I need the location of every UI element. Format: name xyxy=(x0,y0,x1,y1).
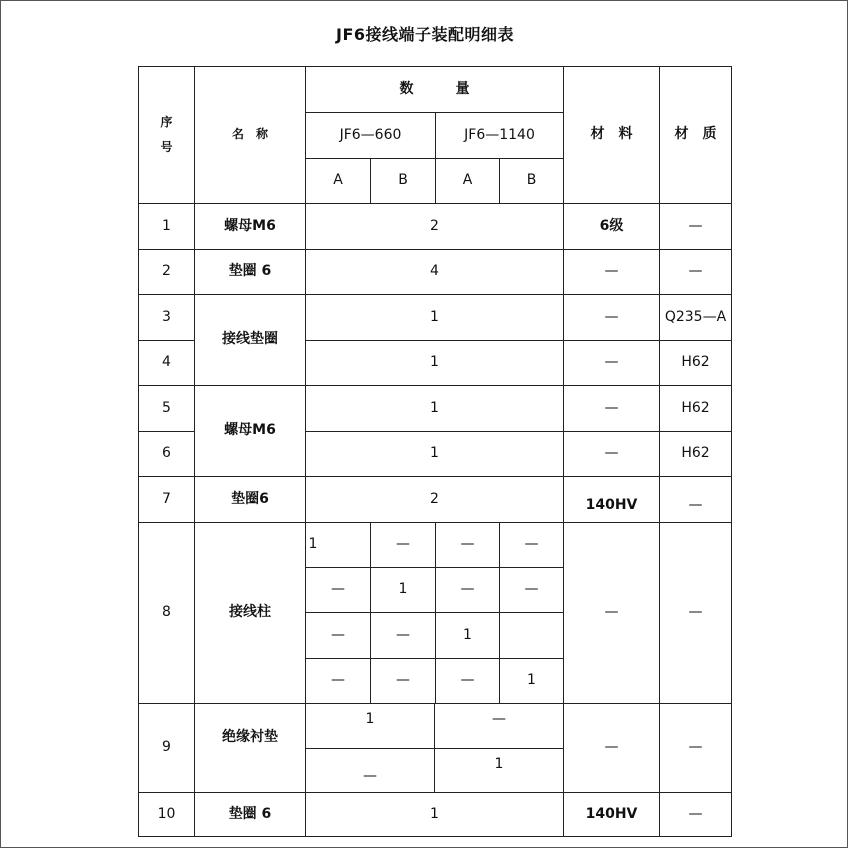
row-quality: — xyxy=(660,477,732,523)
row-qty: 1 xyxy=(306,341,564,386)
row-no: 10 xyxy=(139,793,195,837)
row-quality: — xyxy=(660,204,732,250)
row-no: 7 xyxy=(139,477,195,523)
row-qty: 2 xyxy=(306,204,564,250)
r9-660-top: 1 xyxy=(306,704,435,748)
grid-cell: — xyxy=(436,568,500,613)
table-row xyxy=(139,250,732,295)
row-quality: — xyxy=(660,523,732,704)
grid-cell: — xyxy=(500,523,564,568)
row-no: 3 xyxy=(139,295,195,341)
row-quality: H62 xyxy=(660,432,732,477)
row-no: 8 xyxy=(139,523,195,704)
table-row xyxy=(139,477,732,523)
grid-cell xyxy=(500,613,564,659)
row-material: 6级 xyxy=(564,204,660,250)
row-no: 1 xyxy=(139,204,195,250)
page-title: JF6接线端子装配明细表 xyxy=(335,25,515,44)
header-1140-a: A xyxy=(436,159,500,204)
row-no: 5 xyxy=(139,386,195,432)
row-material: — xyxy=(564,704,660,793)
r9-1140-top: — xyxy=(435,704,564,748)
row-material: 140HV xyxy=(564,793,660,837)
row-name: 接线柱 xyxy=(195,523,306,704)
header-name: 名 称 xyxy=(195,67,306,204)
grid-cell: — xyxy=(306,659,371,704)
row-material: — xyxy=(564,295,660,341)
row-material: — xyxy=(564,250,660,295)
row-quality: Q235—A xyxy=(660,295,732,341)
header-material: 材 料 xyxy=(564,67,660,204)
table-row xyxy=(139,386,732,432)
row-no: 4 xyxy=(139,341,195,386)
row-name: 螺母M6 xyxy=(195,204,306,250)
grid-cell: — xyxy=(306,568,371,613)
spec-table xyxy=(138,66,732,837)
table-row xyxy=(139,204,732,250)
table-row xyxy=(139,793,732,837)
row-qty: 1 xyxy=(306,432,564,477)
row-no: 2 xyxy=(139,250,195,295)
row-name: 螺母M6 xyxy=(195,386,306,477)
grid-cell: — xyxy=(436,523,500,568)
row-material: — xyxy=(564,432,660,477)
r9-660-bottom: — xyxy=(306,748,435,792)
grid-cell: — xyxy=(306,613,371,659)
row-material: — xyxy=(564,523,660,704)
row-name: 垫圈6 xyxy=(195,477,306,523)
row-quality: — xyxy=(660,704,732,793)
row-name: 垫圈 6 xyxy=(195,793,306,837)
row-material: — xyxy=(564,386,660,432)
row-qty: 1 xyxy=(306,386,564,432)
table-row xyxy=(139,704,732,793)
header-1140-b: B xyxy=(500,159,564,204)
grid-cell: — xyxy=(371,613,436,659)
table-row xyxy=(139,295,732,341)
grid-cell: — xyxy=(371,659,436,704)
row-quality: H62 xyxy=(660,386,732,432)
header-model-1140: JF6—1140 xyxy=(436,113,564,159)
header-model-660: JF6—660 xyxy=(306,113,436,159)
grid-cell: — xyxy=(436,659,500,704)
table-row xyxy=(139,523,732,568)
row-material: — xyxy=(564,341,660,386)
row-qty: 1 xyxy=(306,295,564,341)
row-qty: 4 xyxy=(306,250,564,295)
row-material: 140HV xyxy=(564,477,660,523)
grid-cell: — xyxy=(371,523,436,568)
row-quality: H62 xyxy=(660,341,732,386)
header-seq: 序 号 xyxy=(139,67,195,204)
row-qty: 1 xyxy=(306,793,564,837)
row-name: 绝缘衬垫 xyxy=(195,704,306,793)
grid-cell: 1 xyxy=(371,568,436,613)
grid-cell: 1 xyxy=(500,659,564,704)
row-quality: — xyxy=(660,793,732,837)
grid-cell: 1 xyxy=(436,613,500,659)
grid-cell: — xyxy=(500,568,564,613)
header-660-a: A xyxy=(306,159,371,204)
row-no: 9 xyxy=(139,704,195,793)
header-quality: 材 质 xyxy=(660,67,732,204)
row9-qty-block xyxy=(306,704,564,793)
header-qty: 数 量 xyxy=(306,67,564,113)
row-qty: 2 xyxy=(306,477,564,523)
row-quality: — xyxy=(660,250,732,295)
grid-cell: 1 xyxy=(306,523,371,568)
row-no: 6 xyxy=(139,432,195,477)
row-name: 接线垫圈 xyxy=(195,295,306,386)
r9-1140-bottom: 1 xyxy=(494,755,504,772)
row-name: 垫圈 6 xyxy=(195,250,306,295)
header-660-b: B xyxy=(371,159,436,204)
